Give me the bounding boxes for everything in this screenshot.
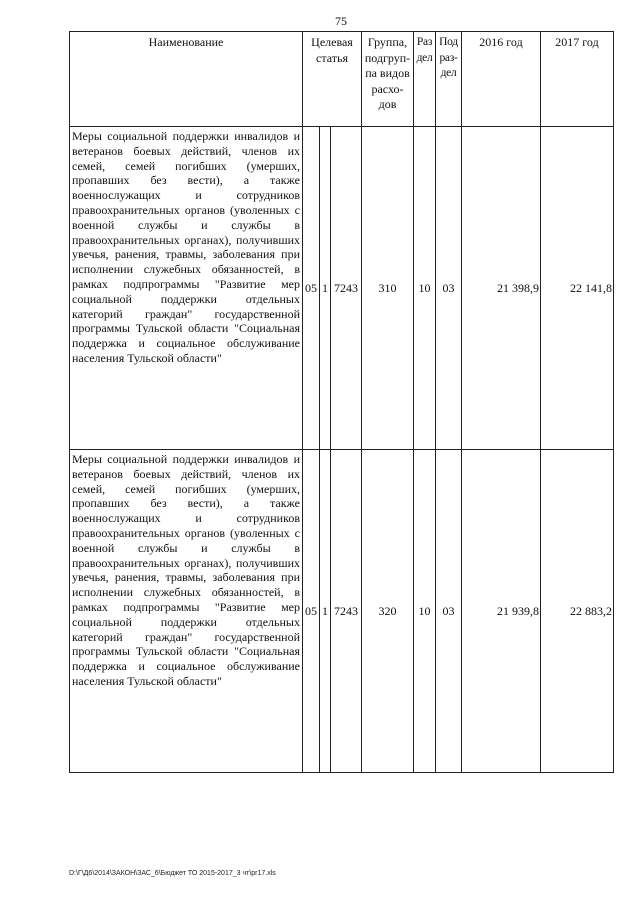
row-subsection: 03 (436, 450, 462, 773)
row-target-code-direction: 7243 (331, 450, 362, 773)
header-subsection: Под раз- дел (436, 32, 462, 127)
row-section: 10 (414, 127, 436, 450)
row-expense-group: 310 (362, 127, 414, 450)
page-number: 75 (335, 14, 347, 28)
row-target-code-direction: 7243 (331, 127, 362, 450)
row-target-code-program: 05 (303, 127, 320, 450)
header-name: Наименование (70, 32, 303, 127)
row-target-code-subprogram: 1 (320, 127, 331, 450)
row-section: 10 (414, 450, 436, 773)
row-target-code-subprogram: 1 (320, 450, 331, 773)
header-year-2016: 2016 год (462, 32, 541, 127)
header-section: Раз дел (414, 32, 436, 127)
file-path-footer: D:\Г\Д6\2014\ЗАКОН\ЗАС_6\Бюджет ТО 2015-2017_3 чт\pr17.xls (69, 870, 276, 877)
row-subsection: 03 (436, 127, 462, 450)
header-target-article: Целевая статья (303, 32, 362, 127)
row-expense-group: 320 (362, 450, 414, 773)
table-row (70, 450, 614, 773)
header-year-2017: 2017 год (541, 32, 614, 127)
row-amount-2017: 22 883,2 (541, 450, 614, 773)
row-amount-2017: 22 141,8 (541, 127, 614, 450)
row-name: Меры социальной поддержки инвалидов и ветеранов боевых действий, членов их семей, семей погибших (умерших, пропавших без вести), а также военнослужащих и сотрудников правоохранительных органов (уволенных с военной службы и службы в правоохранительных органах), получивших увечья, ранения, травмы, заболевания при исполнении служебных обязанностей, в рамках подпрограммы "Развитие мер социальной поддержки отдельных категорий граждан" государственной программы Тульской области "Социальная поддержка и социальное обслуживание населения Тульской области" (70, 127, 303, 450)
row-target-code-program: 05 (303, 450, 320, 773)
row-amount-2016: 21 939,8 (462, 450, 541, 773)
header-expense-group: Группа, подгруп- па видов расхо- дов (362, 32, 414, 127)
table-row (70, 127, 614, 450)
table-header-row (70, 32, 614, 127)
row-name: Меры социальной поддержки инвалидов и ветеранов боевых действий, членов их семей, семей погибших (умерших, пропавших без вести), а также военнослужащих и сотрудников правоохранительных органов (уволенных с военной службы и службы в правоохранительных органах), получивших увечья, ранения, травмы, заболевания при исполнении служебных обязанностей, в рамках подпрограммы "Развитие мер социальной поддержки отдельных категорий граждан" государственной программы Тульской области "Социальная поддержка и социальное обслуживание населения Тульской области" (70, 450, 303, 773)
budget-table (69, 31, 614, 773)
row-amount-2016: 21 398,9 (462, 127, 541, 450)
